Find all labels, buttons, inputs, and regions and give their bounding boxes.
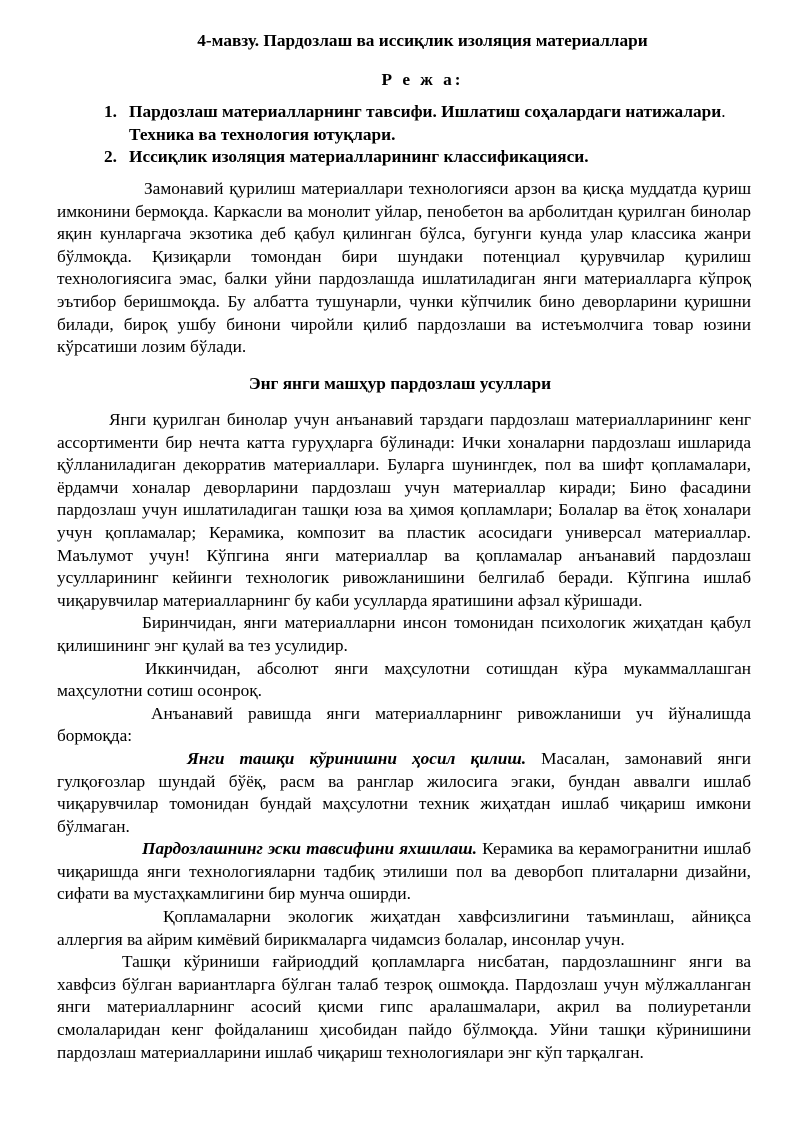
plan-item xyxy=(104,101,754,146)
paragraph-6 xyxy=(57,838,751,906)
paragraph-2: Биринчидан, янги материалларни инсон томонидан психологик жиҳатдан қабул қилишининг энг қулай ва тез усулидир. xyxy=(57,613,751,655)
intro-paragraph: Замонавий қурилиш материаллари технологияси арзон ва қисқа муддатда қуриш имконини бермоқда. Каркасли ва монолит уйлар, пенобетон ва арболитдан қурилган бинолар яқин кунларгача экзотика деб қабул қилинган бўлса, бугунги кунда улар классика жанри бўлмоқда. Қизиқарли томондан бири шундаки потенциал қурувчилар қурилиш технологиясига эмас, балки уйни пардозлашда ишлатиладиган янги материалларга кўпроқ эътибор беришмоқда. Бу албатта тушунарли, чунки кўпчилик бино деворларини қуришни билади, бироқ ушбу бинони чиройли қилиб пардозлаши ва истеъмолчига товар юзини кўрсатиши лозим бўлади. xyxy=(57,179,751,357)
plan-item xyxy=(104,146,754,169)
plan-heading: Р е ж а: xyxy=(381,70,464,89)
plan-item-number: 1. xyxy=(104,102,117,121)
plan-item-text: Пардозлаш материалларнинг тавсифи. Ишлатиш соҳалардаги натижалари xyxy=(129,102,722,121)
plan-item-text: Иссиқлик изоляция материалларининг классификацияси. xyxy=(129,147,589,167)
main-text-block xyxy=(57,409,751,1064)
paragraph-5-text: Масалан, замонавий янги гулқоғозлар шундай бўёқ, расм ва ранглар жилосига эгаки, бундан аввалги ишлаб чиқарувчилар томонидан бундай маҳсулотни техник жиҳатдан ишлаб чиқариш имкони бўлмаган. xyxy=(57,748,751,836)
plan-item-text-line2: Техника ва технология ютуқлари. xyxy=(129,124,396,144)
paragraph-5 xyxy=(57,748,751,838)
section-heading: Энг янги машҳур пардозлаш усуллари xyxy=(248,374,552,393)
paragraph-3: Иккинчидан, абсолют янги маҳсулотни сотишдан кўра мукаммаллашган маҳсулотни сотиш осонроқ. xyxy=(57,658,751,701)
paragraph-8: Ташқи кўриниши ғайриоддий қопламларга нисбатан, пардозлашнинг янги ва хавфсиз бўлган вариантларга бўлган талаб тезроқ ошмоқда. Пардозлаш учун мўлжалланган янги материалларнинг асосий қисми гипс аралашмалари, акрил ва полиуретанли смолаларидан кенг фойдаланиш ҳисобидан пайдо бўлмоқда. Уйни ташқи кўринишини пардозлаш материалларини ишлаб чиқариш технологиялари энг кўп тарқалган. xyxy=(57,952,751,1062)
plan-item-number: 2. xyxy=(104,147,117,167)
plan-list xyxy=(104,101,754,169)
paragraph-4: Анъанавий равишда янги материалларнинг ривожланиши уч йўналишда бормоқда: xyxy=(57,703,751,746)
paragraph-1: Янги қурилган бинолар учун анъанавий тарздаги пардозлаш материалларининг кенг ассортименти бир нечта катта гуруҳларга бўлинади: Ички хоналарни пардозлаш ишларида қўлланиладиган декорратив материаллари. Буларга шунингдек, пол ва шифт қопламалари, ёрдамчи хоналар деворларини пардозлаш учун материаллар киради; Бино фасадини пардозлаш учун ишлатиладиган ташқи юза ва ҳимоя қопламлари; Болалар ва ётоқ хоналари учун қопламалар; Керамика, композит ва пластик асосидаги универсал материаллар. Маълумот учун! Кўпгина янги материаллар ва қопламалар анъанавий пардозлаш усулларининг кейинги технологик ривожланишини белгилаб беради. Кўпгина ишлаб чиқарувчилар материалларнинг бу каби усулларда яратишини афзал кўришади. xyxy=(57,410,751,610)
document-title: 4-мавзу. Пардозлаш ва иссиқлик изоляция материаллари xyxy=(197,31,648,50)
paragraph-6-text: Керамика ва керамогранитни ишлаб чиқаришда янги технологияларни тадбиқ этилиши пол ва деворбоп плиталарни дизайни, сифати ва мустаҳкамлигини бир мунча оширди. xyxy=(57,839,751,904)
paragraph-7: Қопламаларни экологик жиҳатдан хавфсизлигини таъминлаш, айниқса аллергия ва айрим кимёвий бирикмаларга чидамсиз болалар, инсонлар учун. xyxy=(57,907,751,949)
plan-item-trail: . xyxy=(721,102,726,121)
paragraph-6-emphasis: Пардозлашнинг эски тавсифини яхшилаш. xyxy=(142,839,478,859)
paragraph-5-emphasis: Янги ташқи кўринишни ҳосил қилиш. xyxy=(187,748,527,768)
intro-block xyxy=(57,178,751,359)
